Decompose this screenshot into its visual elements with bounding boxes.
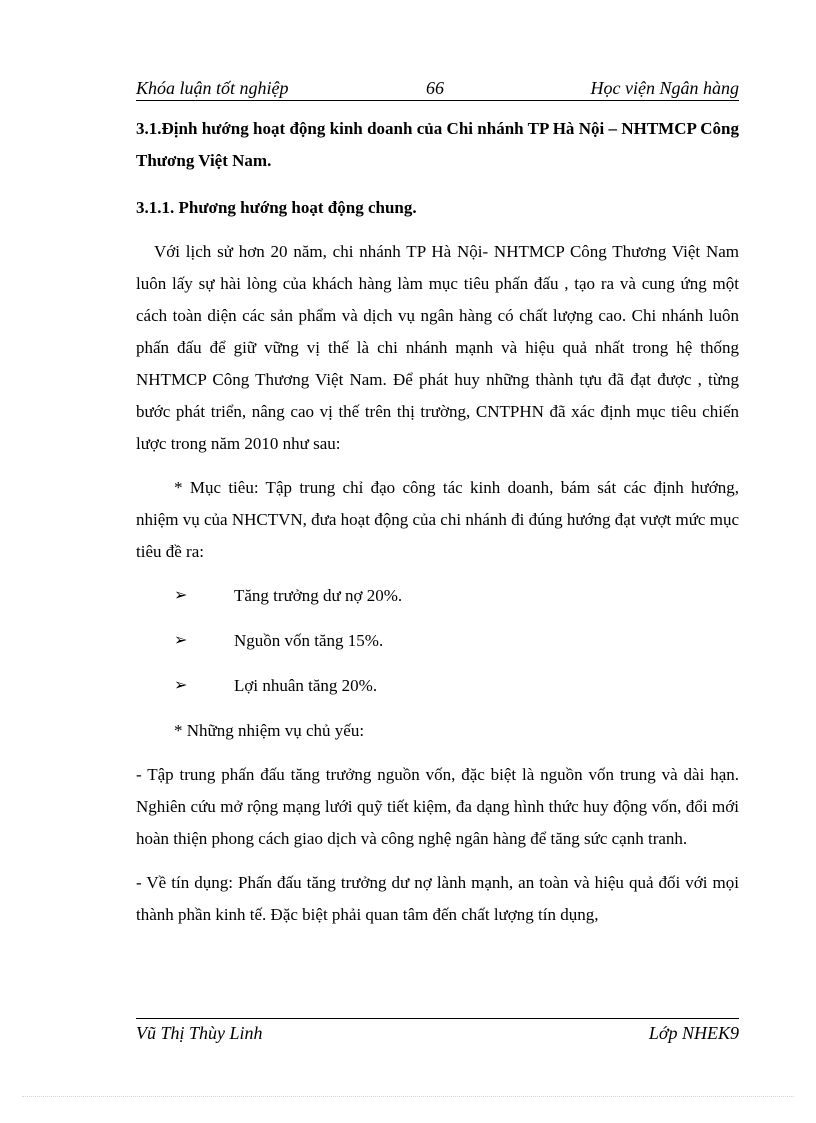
arrow-bullet-icon: ➢ <box>174 677 188 694</box>
task-paragraph: - Về tín dụng: Phấn đấu tăng trưởng dư nợ lành mạnh, an toàn và hiệu quả đối với mọi thành phần kinh tế. Đặc biệt phải quan tâm đến chất lượng tín dụng, <box>136 873 739 924</box>
page-body <box>136 113 739 943</box>
section-title: 3.1.Định hướng hoạt động kinh doanh của Chi nhánh TP Hà Nội – NHTMCP Công Thương Việt Nam. <box>136 119 739 170</box>
arrow-bullet-icon: ➢ <box>174 632 188 649</box>
list-item <box>136 580 739 612</box>
subsection-title: 3.1.1. Phương hướng hoạt động chung. <box>136 198 417 217</box>
header-thesis-label: Khóa luận tốt nghiệp <box>136 78 289 98</box>
page-bottom-border <box>22 1096 794 1097</box>
header-divider <box>136 100 739 101</box>
footer-divider <box>136 1018 739 1019</box>
page-header <box>136 76 739 100</box>
header-institution: Học viện Ngân hàng <box>590 78 739 98</box>
list-item-text: Lợi nhuân tăng 20%. <box>234 676 378 695</box>
list-item-text: Nguồn vốn tăng 15%. <box>234 631 384 650</box>
list-item <box>136 625 739 657</box>
arrow-bullet-icon: ➢ <box>174 587 188 604</box>
footer-class: Lớp NHEK9 <box>648 1023 739 1043</box>
goals-paragraph: * Mục tiêu: Tập trung chỉ đạo công tác kinh doanh, bám sát các định hướng, nhiệm vụ của NHCTVN, đưa hoạt động của chi nhánh đi đúng hướng đạt vượt mức mục tiêu đề ra: <box>136 478 739 561</box>
page-footer <box>136 1021 739 1045</box>
tasks-heading: * Những nhiệm vụ chủ yếu: <box>174 721 365 740</box>
task-paragraph: - Tập trung phấn đấu tăng trưởng nguồn vốn, đặc biệt là nguồn vốn trung và dài hạn. Nghiên cứu mở rộng mạng lưới quỹ tiết kiệm, đa dạng hình thức huy động vốn, đổi mới hoàn thiện phong cách giao dịch và công nghệ ngân hàng để tăng sức cạnh tranh. <box>136 765 739 848</box>
intro-paragraph: Với lịch sử hơn 20 năm, chi nhánh TP Hà Nội- NHTMCP Công Thương Việt Nam luôn lấy sự hài lòng của khách hàng làm mục tiêu phấn đấu , tạo ra và cung ứng một cách toàn diện các sản phẩm và dịch vụ ngân hàng có chất lượng cao. Chi nhánh luôn phấn đấu để giữ vững vị thế là chi nhánh mạnh và hiệu quả nhất trong hệ thống NHTMCP Công Thương Việt Nam. Để phát huy những thành tựu đã đạt được , từng bước phát triển, nâng cao vị thế trên thị trường, CNTPHN đã xác định mục tiêu chiến lược trong năm 2010 như sau: <box>136 242 739 453</box>
footer-author: Vũ Thị Thùy Linh <box>136 1023 263 1043</box>
list-item <box>136 670 739 702</box>
list-item-text: Tăng trưởng dư nợ 20%. <box>234 586 403 605</box>
page-number: 66 <box>426 78 444 98</box>
